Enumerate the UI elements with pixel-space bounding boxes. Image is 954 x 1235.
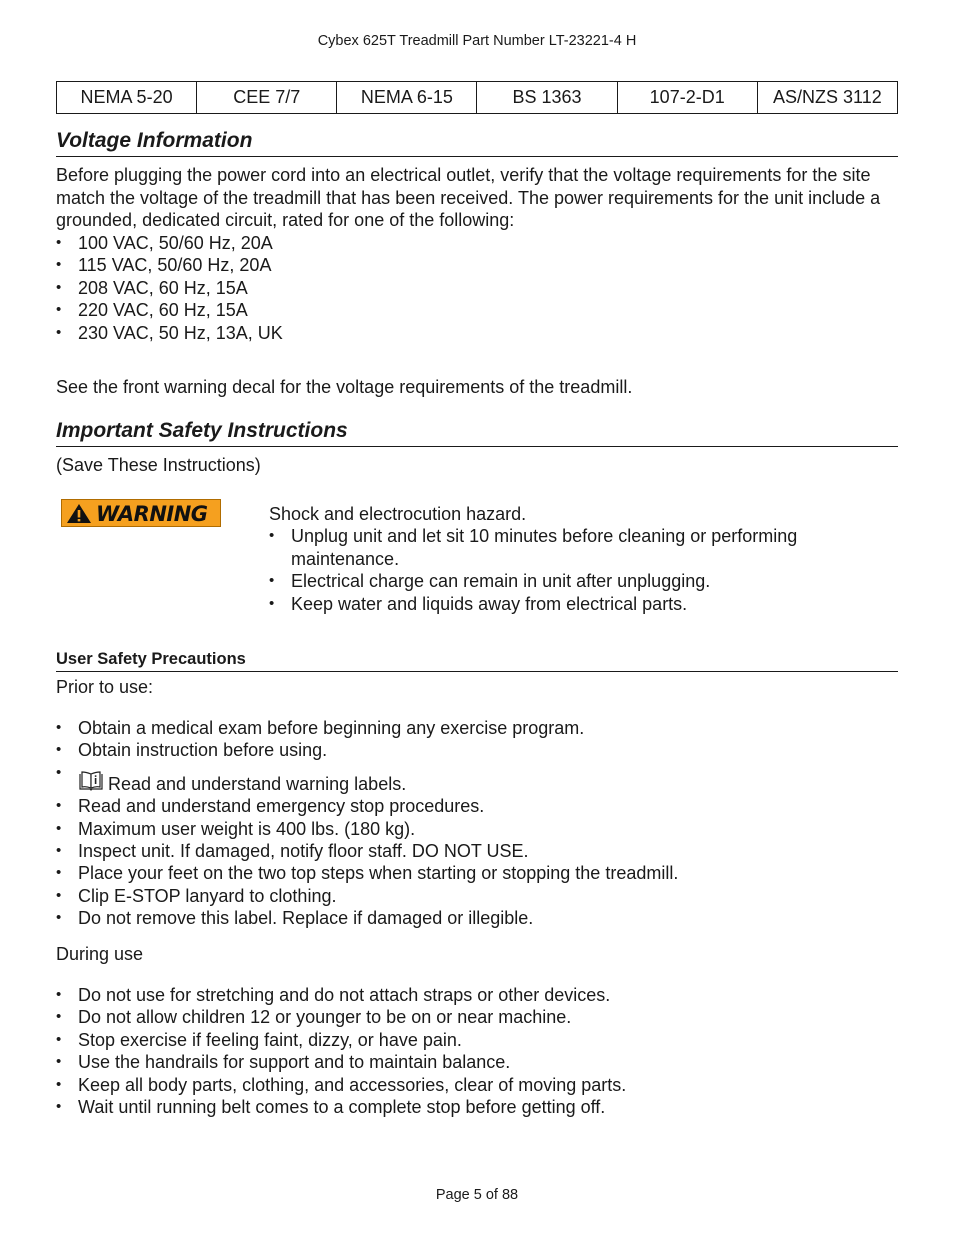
list-item: • Keep all body parts, clothing, and accessories, clear of moving parts. <box>56 1074 898 1096</box>
precautions-heading: User Safety Precautions <box>56 649 898 672</box>
plug-cell: AS/NZS 3112 <box>757 82 897 114</box>
voltage-note: See the front warning decal for the voltage requirements of the treadmill. <box>56 377 633 397</box>
plug-cell: 107-2-D1 <box>617 82 757 114</box>
list-item: • Keep water and liquids away from electrical parts. <box>269 593 869 615</box>
list-item: • Unplug unit and let sit 10 minutes before cleaning or performing maintenance. <box>269 525 869 570</box>
book-info-icon <box>78 771 104 791</box>
voltage-intro: Before plugging the power cord into an electrical outlet, verify that the voltage requirements for the site match the voltage of the treadmill that has been received. The power requirements for the unit include a grounded, dedicated circuit, rated for one of the following: <box>56 165 881 231</box>
plug-type-table <box>56 81 898 114</box>
list-item: • Do not use for stretching and do not attach straps or other devices. <box>56 984 898 1006</box>
warning-badge <box>61 499 221 527</box>
voltage-ratings-list <box>56 232 898 344</box>
list-item: • Do not allow children 12 or younger to be on or near machine. <box>56 1006 898 1028</box>
hazard-title: Shock and electrocution hazard. <box>269 504 527 524</box>
prior-label: Prior to use: <box>56 677 154 697</box>
plug-cell: NEMA 5-20 <box>57 82 197 114</box>
list-item: • 100 VAC, 50/60 Hz, 20A <box>56 232 898 254</box>
list-item: • Read and understand emergency stop procedures. <box>56 795 898 817</box>
voltage-heading: Voltage Information <box>56 128 898 157</box>
list-item: • Clip E-STOP lanyard to clothing. <box>56 885 898 907</box>
safety-heading: Important Safety Instructions <box>56 418 898 447</box>
table-row <box>57 82 898 114</box>
list-item: • 208 VAC, 60 Hz, 15A <box>56 277 898 299</box>
list-item: • Do not remove this label. Replace if damaged or illegible. <box>56 907 898 929</box>
list-item: • Obtain a medical exam before beginning any exercise program. <box>56 717 898 739</box>
hazard-list <box>269 525 869 615</box>
list-item: • Inspect unit. If damaged, notify floor staff. DO NOT USE. <box>56 840 898 862</box>
list-item: • Use the handrails for support and to maintain balance. <box>56 1051 898 1073</box>
plug-cell: CEE 7/7 <box>197 82 337 114</box>
list-item: • 115 VAC, 50/60 Hz, 20A <box>56 254 898 276</box>
warning-labels-text: Read and understand warning labels. <box>108 773 407 794</box>
prior-list <box>56 717 898 930</box>
warning-label: WARNING <box>96 502 208 526</box>
list-item: • 230 VAC, 50 Hz, 13A, UK <box>56 322 898 344</box>
list-item: • Maximum user weight is 400 lbs. (180 kg). <box>56 818 898 840</box>
list-item: • Electrical charge can remain in unit after unplugging. <box>269 570 869 592</box>
plug-cell: NEMA 6-15 <box>337 82 477 114</box>
list-item: • Wait until running belt comes to a complete stop before getting off. <box>56 1096 898 1118</box>
safety-subtitle: (Save These Instructions) <box>56 455 261 475</box>
plug-cell: BS 1363 <box>477 82 617 114</box>
list-item: • Obtain instruction before using. <box>56 739 898 761</box>
list-item: • Stop exercise if feeling faint, dizzy, or have pain. <box>56 1029 898 1051</box>
hazard-block <box>269 503 869 615</box>
list-item: • 220 VAC, 60 Hz, 15A <box>56 299 898 321</box>
list-item: • Place your feet on the two top steps when starting or stopping the treadmill. <box>56 862 898 884</box>
warning-triangle-icon <box>66 503 92 524</box>
during-label: During use <box>56 944 144 964</box>
list-item <box>56 762 898 795</box>
page-header: Cybex 625T Treadmill Part Number LT-23221-4 H <box>317 33 637 49</box>
page-number: Page 5 of 88 <box>435 1187 519 1203</box>
during-list <box>56 984 898 1118</box>
